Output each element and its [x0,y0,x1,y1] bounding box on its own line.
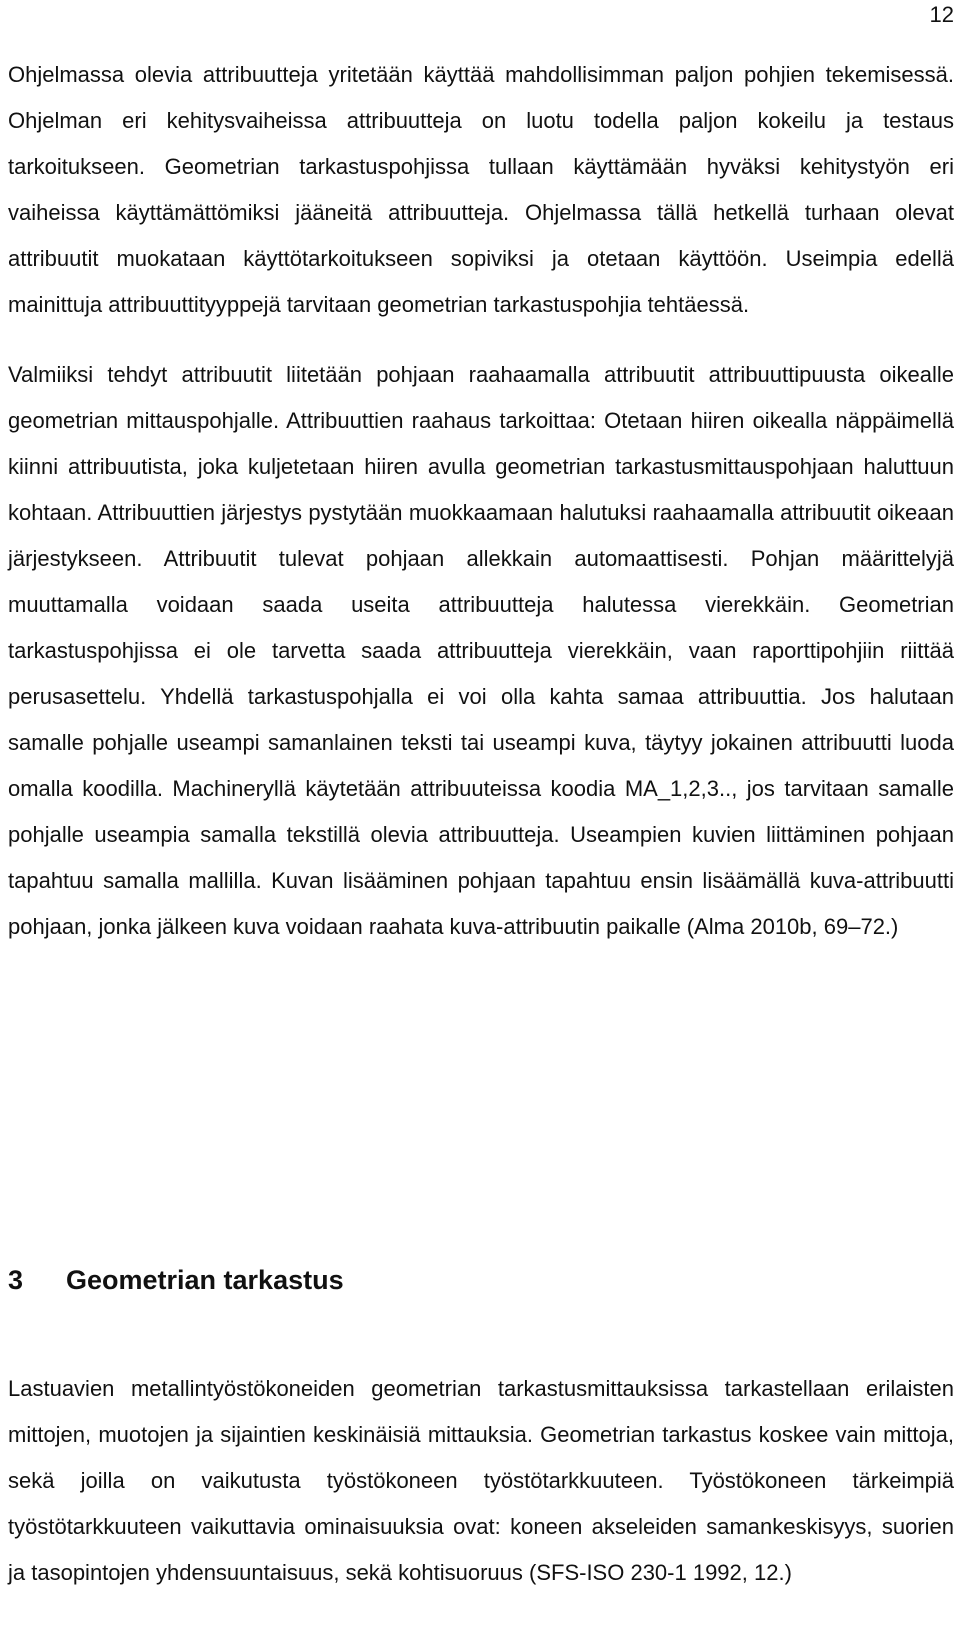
paragraph-attributes-usage: Ohjelmassa olevia attribuutteja yritetään käyttää mahdollisimman paljon pohjien tekemisessä. Ohjelman eri kehitysvaiheissa attribuutteja on luotu todella paljon kokeilu ja testaus tarkoitukseen. Geometrian tarkastuspohjissa tullaan käyttämään hyväksi kehitystyön eri vaiheissa käyttämättömiksi jääneitä attribuutteja. Ohjelmassa tällä hetkellä turhaan olevat attribuutit muokataan käyttötarkoitukseen sopiviksi ja otetaan käyttöön. Useimpia edellä mainittuja attribuuttityyppejä tarvitaan geometrian tarkastuspohjia tehtäessä. [8,62,954,317]
page-number: 12 [929,2,954,27]
chapter-body [8,1366,954,1596]
paragraph-attributes-dragging: Valmiiksi tehdyt attribuutit liitetään pohjaan raahaamalla attribuutit attribuuttipuusta oikealle geometrian mittauspohjalle. Attribuuttien raahaus tarkoittaa: Otetaan hiiren oikealla näppäimellä kiinni attribuutista, joka kuljetetaan hiiren avulla geometrian tarkastusmittauspohjaan haluttuun kohtaan. Attribuuttien järjestys pystytään muokkaamaan halutuksi raahaamalla attribuutit oikeaan järjestykseen. Attribuutit tulevat pohjaan allekkain automaattisesti. Pohjan määrittelyjä muuttamalla voidaan saada useita attribuutteja halutessa vierekkäin. Geometrian tarkastuspohjissa ei ole tarvetta saada attribuutteja vierekkäin, vaan raporttipohjiin riittää perusasettelu. Yhdellä tarkastuspohjalla ei voi olla kahta samaa attribuuttia. Jos halutaan samalle pohjalle useampi samanlainen teksti tai useampi kuva, täytyy jokainen attribuutti luoda omalla koodilla. Machineryllä käytetään attribuuteissa koodia MA_1,2,3.., jos tarvitaan samalle pohjalle useampia samalla tekstillä olevia attribuutteja. Useampien kuvien liittäminen pohjaan tapahtuu samalla mallilla. Kuvan lisääminen pohjaan tapahtuu ensin lisäämällä kuva-attribuutti pohjaan, jonka jälkeen kuva voidaan raahata kuva-attribuutin paikalle (Alma 2010b, 69–72.) [8,362,954,939]
chapter-title: Geometrian tarkastus [66,1265,344,1295]
paragraph-geometry-inspection: Lastuavien metallintyöstökoneiden geometrian tarkastusmittauksissa tarkastellaan erilaisten mittojen, muotojen ja sijaintien keskinäisiä mittauksia. Geometrian tarkastus koskee vain mittoja, sekä joilla on vaikutusta työstökoneen työstötarkkuuteen. Työstökoneen tärkeimpiä työstötarkkuuteen vaikuttavia ominaisuuksia ovat: koneen akseleiden samankeskisyys, suorien ja tasopintojen yhdensuuntaisuus, sekä kohtisuoruus (SFS-ISO 230-1 1992, 12.) [8,1376,954,1585]
body-text [8,52,954,950]
chapter-number: 3 [8,1265,24,1295]
chapter-heading [8,1260,344,1300]
